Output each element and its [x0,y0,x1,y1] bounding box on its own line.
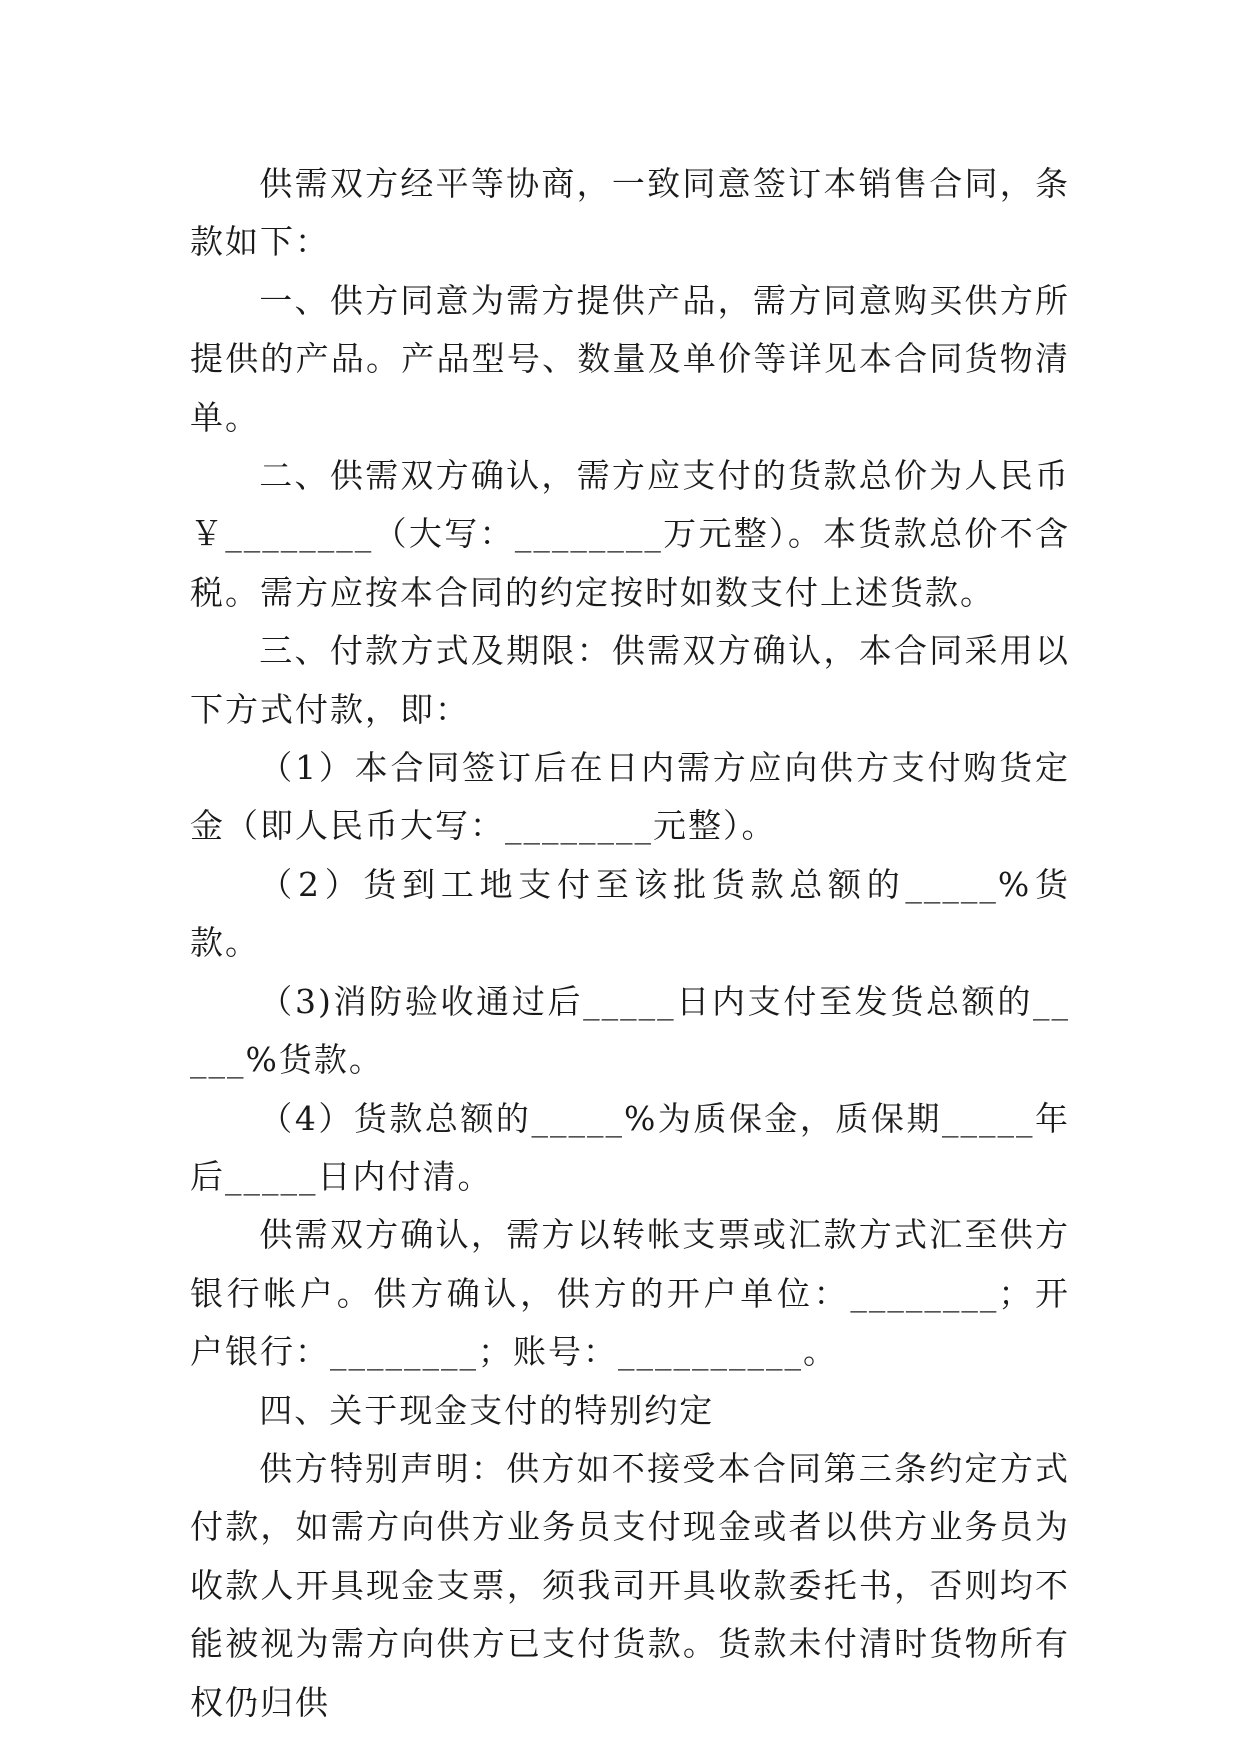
clause-3-paragraph: 三、付款方式及期限：供需双方确认，本合同采用以下方式付款，即： [190,631,1070,729]
payment-item-3: （3)消防验收通过后_____日内支付至发货总额的_____%货款。 [190,981,1070,1080]
clause-1-paragraph: 一、供方同意为需方提供产品，需方同意购买供方所提供的产品。产品型号、数量及单价等详见本合同货物清单。 [190,280,1070,437]
payment-item-4: （4）货款总额的_____%为质保金，质保期_____年后_____日内付清。 [190,1098,1070,1196]
cash-payment-paragraph: 供方特别声明：供方如不接受本合同第三条约定方式付款，如需方向供方业务员支付现金或者以供方业务员为收款人开具现金支票，须我司开具收款委托书，否则均不能被视为需方向供方已支付货款。货款未付清时货物所有权仍归供 [190,1448,1070,1722]
clause-4-heading: 四、关于现金支付的特别约定 [259,1390,715,1430]
intro-paragraph: 供需双方经平等协商，一致同意签订本销售合同，条款如下： [190,164,1070,262]
clause-2-paragraph: 二、供需双方确认，需方应支付的货款总价为人民币￥________（大写：________万元整）。本货款总价不含税。需方应按本合同的约定按时如数支付上述货款。 [190,456,1070,612]
bank-account-paragraph: 供需双方确认，需方以转帐支票或汇款方式汇至供方银行帐户。供方确认，供方的开户单位：________；开户银行：________；账号：__________。 [190,1215,1070,1372]
payment-item-2: （2）货到工地支付至该批货款总额的_____%货款。 [190,864,1070,963]
contract-body [190,155,1070,1732]
payment-item-1: （1）本合同签订后在日内需方应向供方支付购货定金（即人民币大写：________元整）。 [190,748,1070,846]
